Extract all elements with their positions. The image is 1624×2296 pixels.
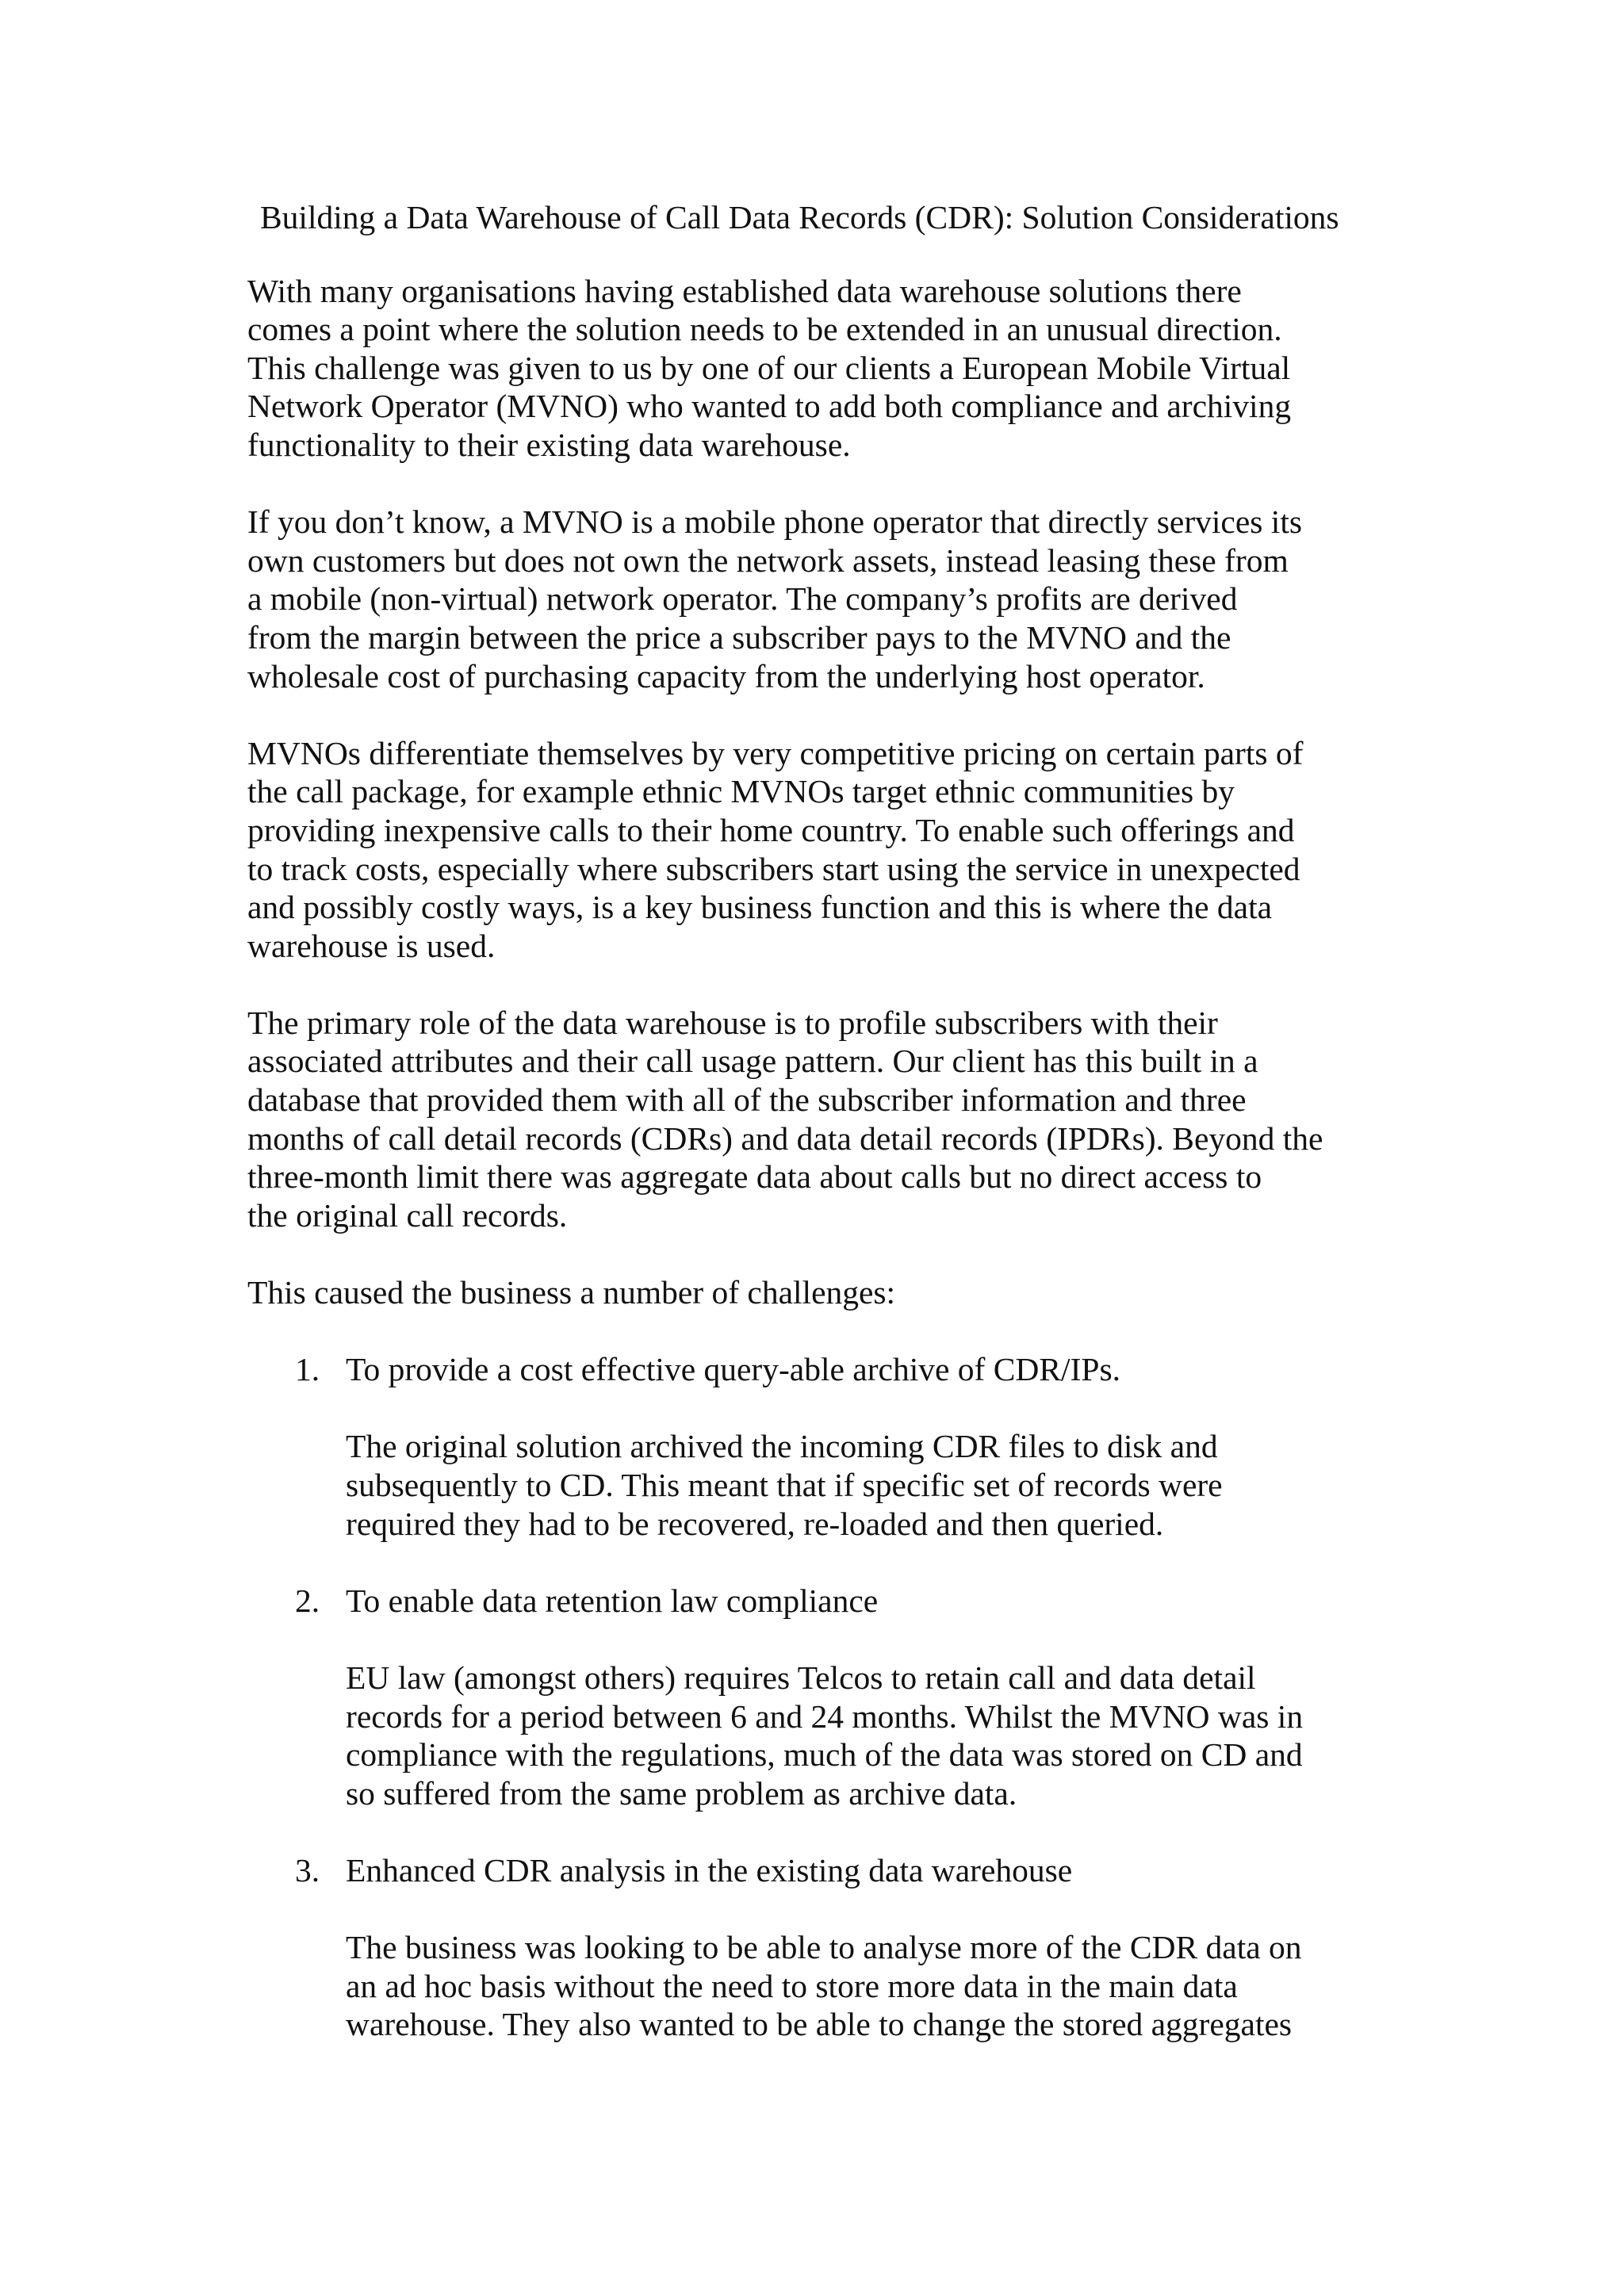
text-line: To provide a cost effective query-able archive of CDR/IPs. [346, 1351, 1121, 1388]
text-line: The primary role of the data warehouse is to profile subscribers with their [247, 1004, 1218, 1041]
text-line: EU law (amongst others) requires Telcos to retain call and data detail [346, 1659, 1256, 1696]
document-title: Building a Data Warehouse of Call Data Records (CDR): Solution Considerations [260, 199, 1339, 235]
text-line: required they had to be recovered, re-loaded and then queried. [346, 1505, 1164, 1542]
list-item [247, 1582, 1389, 1813]
text-line: from the margin between the price a subscriber pays to the MVNO and the [247, 618, 1231, 656]
paragraph-intro [247, 272, 1389, 465]
text-line: the original call records. [247, 1196, 568, 1234]
text-line: Network Operator (MVNO) who wanted to add both compliance and archiving [247, 388, 1292, 425]
text-line: the call package, for example ethnic MVNOs target ethnic communities by [247, 773, 1235, 810]
text-line: so suffered from the same problem as archive data. [346, 1774, 1017, 1812]
text-line: To enable data retention law compliance [346, 1582, 879, 1619]
list-item-body [346, 1659, 1389, 1812]
text-line: own customers but does not own the network assets, instead leasing these from [247, 541, 1289, 579]
list-number: 1. [295, 1351, 320, 1388]
paragraph-mvno-definition [247, 503, 1389, 695]
text-line: an ad hoc basis without the need to store more data in the main data [346, 1967, 1238, 2004]
text-line: to track costs, especially where subscribers start using the service in unexpected [247, 850, 1300, 887]
text-line: providing inexpensive calls to their home country. To enable such offerings and [247, 811, 1295, 848]
text-line: The original solution archived the incoming CDR files to disk and [346, 1428, 1218, 1465]
list-item-heading [346, 1582, 1389, 1621]
challenges-list [247, 1350, 1389, 2044]
list-item-body [346, 1427, 1389, 1543]
text-line: This caused the business a number of challenges: [247, 1274, 896, 1311]
text-line: warehouse is used. [247, 927, 496, 964]
text-line: subsequently to CD. This meant that if specific set of records were [346, 1467, 1223, 1503]
text-line: This challenge was given to us by one of our clients a European Mobile Virtual [247, 349, 1291, 386]
text-line: records for a period between 6 and 24 months. Whilst the MVNO was in [346, 1697, 1304, 1735]
text-line: compliance with the regulations, much of the data was stored on CD and [346, 1736, 1303, 1774]
text-line: With many organisations having established data warehouse solutions there [247, 272, 1242, 309]
text-line: comes a point where the solution needs to be extended in an unusual direction. [247, 311, 1282, 348]
text-line: functionality to their existing data warehouse. [247, 426, 851, 463]
list-item [247, 1350, 1389, 1543]
list-number: 2. [295, 1582, 320, 1619]
paragraph-challenges-intro [247, 1273, 1389, 1312]
text-line: and possibly costly ways, is a key business function and this is where the data [247, 889, 1273, 926]
paragraph-mvno-pricing [247, 734, 1389, 966]
text-line: a mobile (non-virtual) network operator. The company’s profits are derived [247, 580, 1238, 618]
text-line: database that provided them with all of the subscriber information and three [247, 1081, 1247, 1119]
list-item-body [346, 1928, 1389, 2044]
text-line: three-month limit there was aggregate data about calls but no direct access to [247, 1158, 1262, 1196]
list-item-heading [346, 1851, 1389, 1890]
list-item [247, 1851, 1389, 2044]
text-line: months of call detail records (CDRs) and data detail records (IPDRs). Beyond the [247, 1119, 1323, 1157]
list-item-heading [346, 1350, 1389, 1389]
paragraph-warehouse-role [247, 1004, 1389, 1235]
document-page [247, 198, 1389, 2083]
text-line: If you don’t know, a MVNO is a mobile phone operator that directly services its [247, 503, 1303, 541]
text-line: The business was looking to be able to analyse more of the CDR data on [346, 1929, 1302, 1966]
text-line: warehouse. They also wanted to be able to change the stored aggregates [346, 2006, 1293, 2043]
text-line: Enhanced CDR analysis in the existing data warehouse [346, 1851, 1073, 1888]
text-line: MVNOs differentiate themselves by very competitive pricing on certain parts of [247, 734, 1304, 771]
list-number: 3. [295, 1851, 320, 1888]
text-line: wholesale cost of purchasing capacity from the underlying host operator. [247, 657, 1205, 695]
text-line: associated attributes and their call usage pattern. Our client has this built in a [247, 1043, 1258, 1080]
